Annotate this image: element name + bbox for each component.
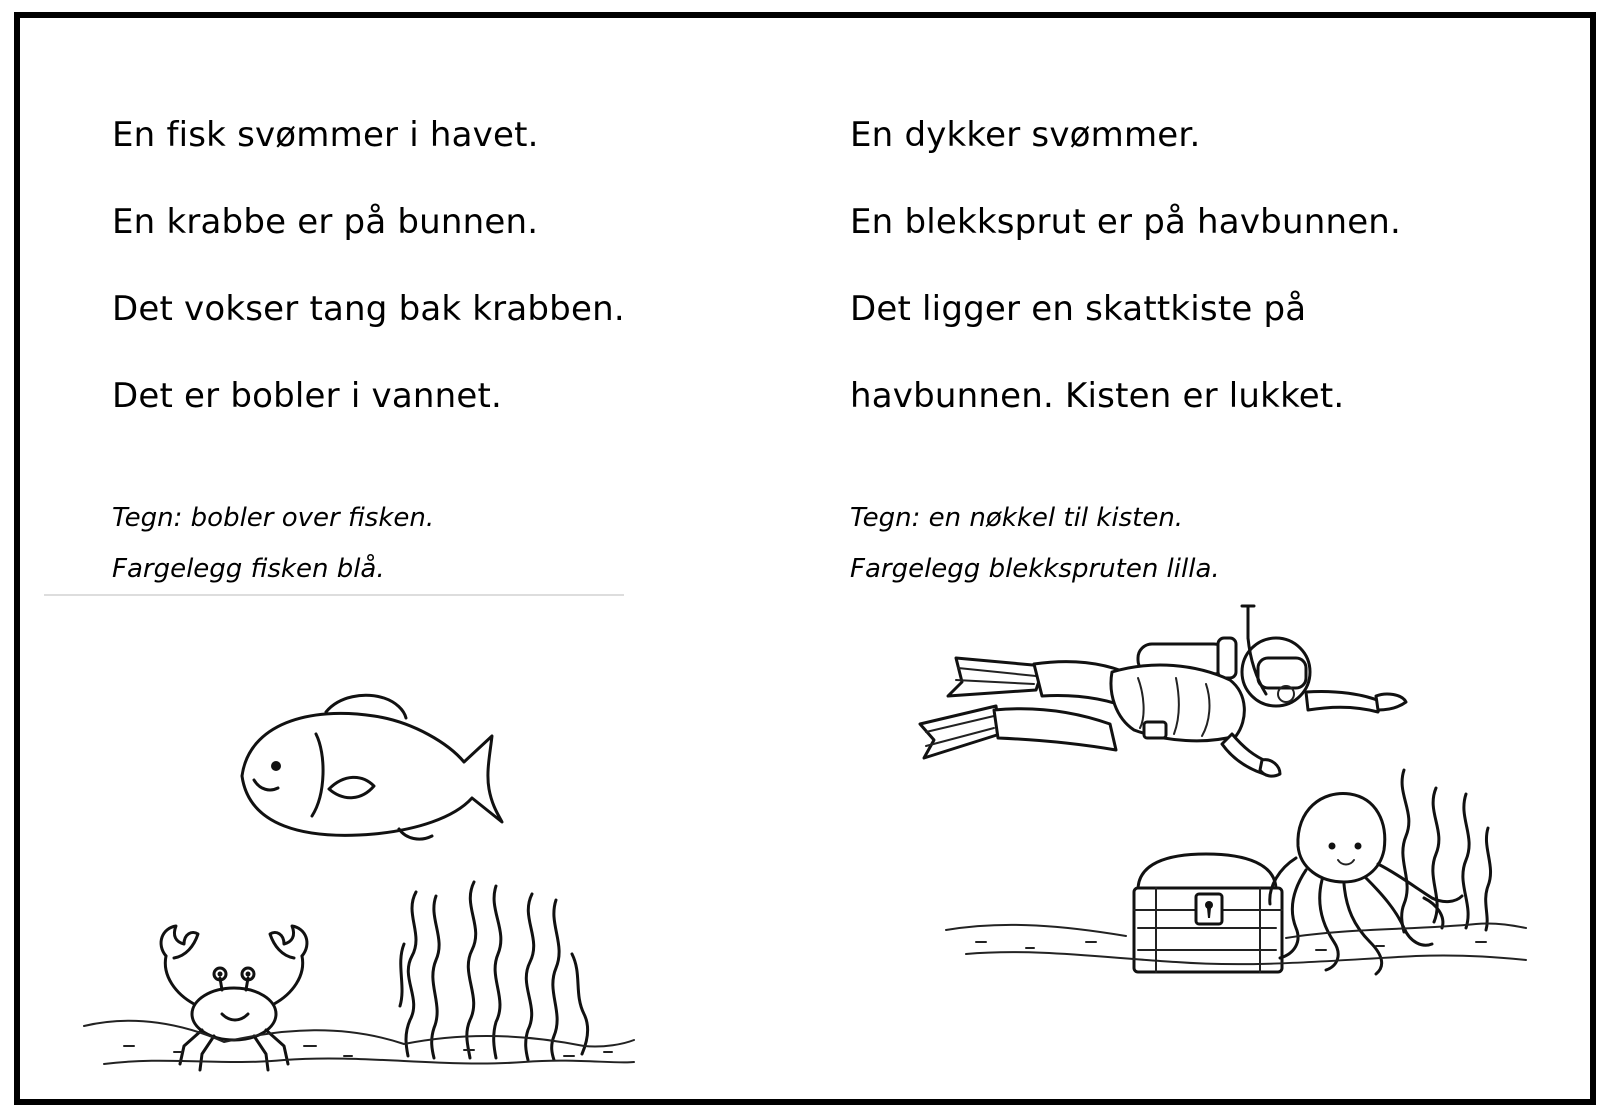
sentence: En krabbe er på bunnen. <box>112 202 539 242</box>
sentence: Det er bobler i vannet. <box>112 376 503 416</box>
sentence: havbunnen. Kisten er lukket. <box>850 376 1345 416</box>
task-instruction: Tegn: en nøkkel til kisten. <box>850 503 1184 533</box>
underwater-scene-right <box>876 598 1556 1048</box>
crab-icon <box>161 926 307 1070</box>
page-frame <box>14 12 1596 1105</box>
underwater-scene-left <box>44 594 654 1094</box>
sentence: Det ligger en skattkiste på <box>850 289 1307 329</box>
left-illustration <box>44 594 654 1094</box>
seaweed-icon <box>400 882 588 1060</box>
task-instruction: Fargelegg fisken blå. <box>112 554 385 584</box>
right-illustration <box>876 598 1556 1048</box>
task-instruction: Tegn: bobler over fisken. <box>112 503 435 533</box>
treasure-chest-icon <box>1134 854 1282 972</box>
sentence: En dykker svømmer. <box>850 115 1201 155</box>
sentence: En fisk svømmer i havet. <box>112 115 539 155</box>
fish-icon <box>242 695 502 839</box>
sentence: En blekksprut er på havbunnen. <box>850 202 1402 242</box>
diver-icon <box>920 606 1406 776</box>
seaweed-icon <box>1402 770 1491 932</box>
task-instruction: Fargelegg blekkspruten lilla. <box>850 554 1220 584</box>
sentence: Det vokser tang bak krabben. <box>112 289 625 329</box>
